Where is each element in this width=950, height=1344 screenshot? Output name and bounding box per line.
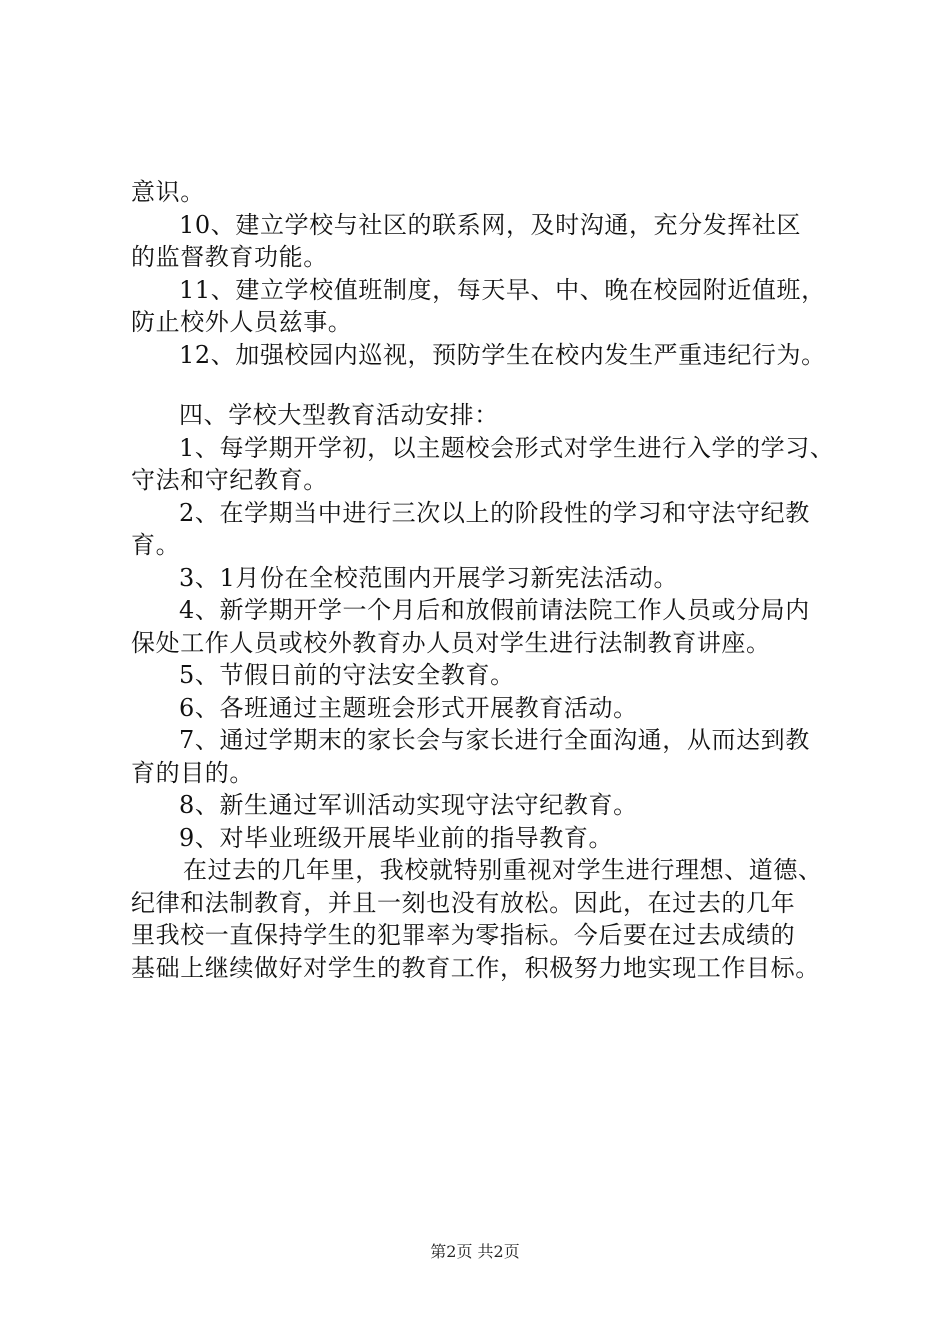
text-line: 纪律和法制教育，并且一刻也没有放松。因此，在过去的几年: [131, 888, 796, 917]
text-line: 2、在学期当中进行三次以上的阶段性的学习和守法守纪教: [179, 498, 810, 527]
text-line: 在过去的几年里，我校就特别重视对学生进行理想、道德、: [183, 856, 823, 884]
text-line: 6、各班通过主题班会形式开展教育活动。: [179, 693, 638, 722]
paragraph-gap: [131, 371, 851, 399]
text-line: 里我校一直保持学生的犯罪率为零指标。今后要在过去成绩的: [131, 921, 796, 949]
text-line: 育。: [131, 531, 181, 559]
text-line: 10、建立学校与社区的联系网，及时沟通，充分发挥社区: [179, 210, 802, 239]
text-line: 12、加强校园内巡视，预防学生在校内发生严重违纪行为。: [179, 340, 826, 369]
page-number-footer: 第2页 共2页: [430, 1242, 520, 1261]
text-line: 9、对毕业班级开展毕业前的指导教育。: [179, 823, 614, 852]
text-line: 防止校外人员兹事。: [131, 308, 353, 336]
text-line: 保处工作人员或校外教育办人员对学生进行法制教育讲座。: [131, 628, 771, 657]
document-body: [131, 176, 851, 984]
text-line: 5、节假日前的守法安全教育。: [179, 661, 515, 689]
text-line: 育的目的。: [131, 758, 254, 787]
text-line: 7、通过学期末的家长会与家长进行全面沟通，从而达到教: [179, 726, 810, 754]
text-line: 8、新生通过军训活动实现守法守纪教育。: [179, 791, 638, 819]
text-line: 的监督教育功能。: [131, 243, 328, 271]
text-line: 3、1月份在全校范围内开展学习新宪法活动。: [179, 563, 679, 592]
text-line: 11、建立学校值班制度，每天早、中、晚在校园附近值班，: [179, 275, 826, 304]
text-line: 4、新学期开学一个月后和放假前请法院工作人员或分局内: [179, 596, 810, 624]
text-line: 守法和守纪教育。: [131, 466, 328, 494]
text-line: 基础上继续做好对学生的教育工作，积极努力地实现工作目标。: [131, 953, 820, 982]
section-heading: 四、学校大型教育活动安排：: [179, 401, 499, 429]
text-line: 1、每学期开学初，以主题校会形式对学生进行入学的学习、: [179, 433, 835, 462]
text-line: 意识。: [131, 178, 205, 206]
